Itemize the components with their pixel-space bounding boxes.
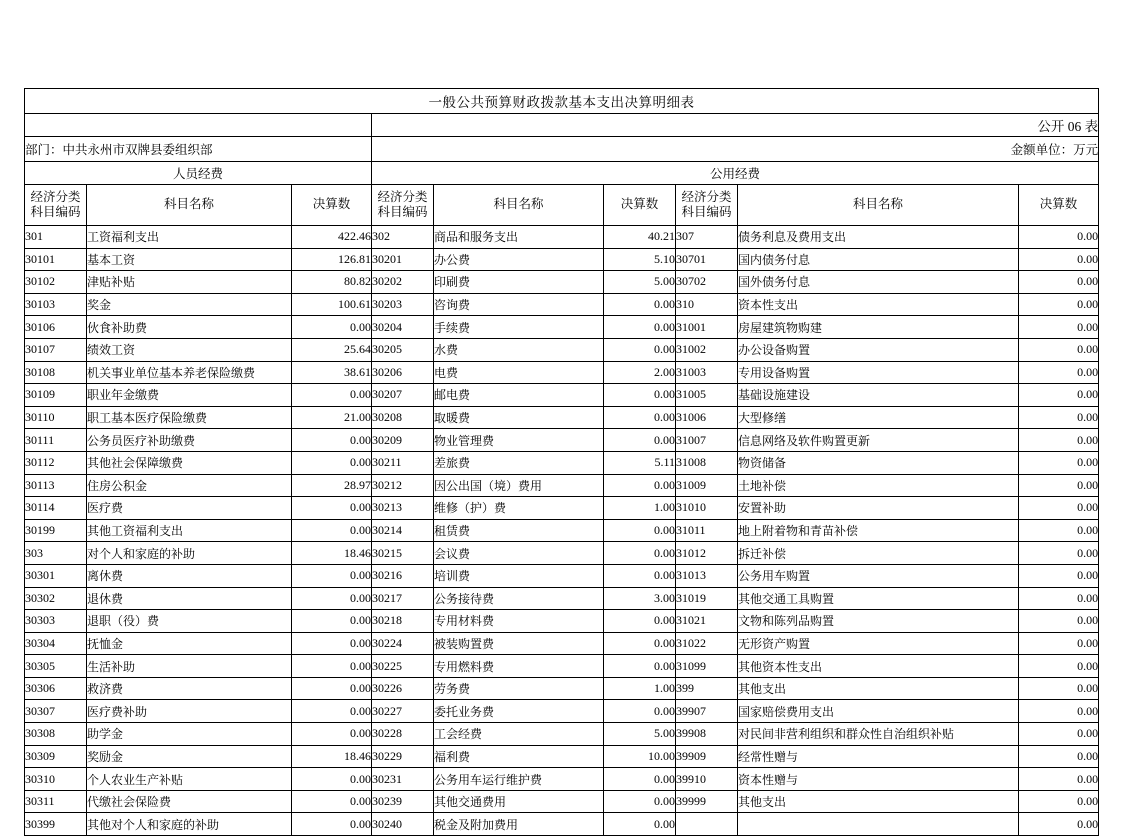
row-code-personnel: 30307 [25,700,87,723]
row-code-personnel: 301 [25,226,87,249]
table-row [25,813,1099,836]
row-amount-other: 0.00 [1019,768,1099,791]
row-amount-other: 0.00 [1019,271,1099,294]
group-header-row [25,162,1099,185]
row-code-personnel: 30309 [25,745,87,768]
row-name-other: 其他资本性支出 [738,655,1019,678]
row-name-other: 土地补偿 [738,474,1019,497]
row-code-personnel: 30301 [25,564,87,587]
row-name-public: 差旅费 [434,451,604,474]
row-name-personnel: 抚恤金 [87,632,292,655]
row-amount-personnel: 0.00 [292,316,372,339]
row-code-other: 31006 [676,406,738,429]
row-code-other: 31011 [676,519,738,542]
row-name-personnel: 基本工资 [87,248,292,271]
row-amount-personnel: 0.00 [292,497,372,520]
row-amount-public: 5.10 [604,248,676,271]
row-name-personnel: 生活补助 [87,655,292,678]
column-header-amount-3: 决算数 [1019,185,1099,226]
row-amount-personnel: 100.61 [292,293,372,316]
row-amount-public: 0.00 [604,610,676,633]
row-code-public: 30229 [372,745,434,768]
row-code-public: 30218 [372,610,434,633]
row-name-public: 公务用车运行维护费 [434,768,604,791]
row-name-public: 咨询费 [434,293,604,316]
column-header-code-2 [372,185,434,226]
row-amount-personnel: 0.00 [292,519,372,542]
row-name-other: 办公设备购置 [738,338,1019,361]
table-row [25,361,1099,384]
row-amount-public: 0.00 [604,813,676,836]
row-code-personnel: 30306 [25,677,87,700]
row-amount-personnel: 0.00 [292,813,372,836]
row-amount-other: 0.00 [1019,790,1099,813]
row-code-other: 30702 [676,271,738,294]
row-name-personnel: 工资福利支出 [87,226,292,249]
row-code-other: 31003 [676,361,738,384]
row-amount-public: 0.00 [604,293,676,316]
row-amount-other: 0.00 [1019,813,1099,836]
table-row [25,474,1099,497]
row-code-other: 310 [676,293,738,316]
row-amount-other: 0.00 [1019,451,1099,474]
department-label: 部门：中共永州市双牌县委组织部 [25,137,372,162]
row-code-other: 31013 [676,564,738,587]
row-name-personnel: 职业年金缴费 [87,384,292,407]
row-code-personnel: 30111 [25,429,87,452]
row-name-other: 拆迁补偿 [738,542,1019,565]
row-name-personnel: 机关事业单位基本养老保险缴费 [87,361,292,384]
row-code-public: 30225 [372,655,434,678]
row-code-other: 31007 [676,429,738,452]
row-amount-personnel: 0.00 [292,723,372,746]
row-name-public: 工会经费 [434,723,604,746]
document-title: 一般公共预算财政拨款基本支出决算明细表 [25,89,1099,114]
row-amount-public: 5.11 [604,451,676,474]
form-number-row [25,114,1099,137]
row-name-personnel: 助学金 [87,723,292,746]
table-row [25,271,1099,294]
table-row [25,700,1099,723]
row-amount-personnel: 18.46 [292,745,372,768]
row-code-personnel: 30303 [25,610,87,633]
row-amount-public: 5.00 [604,723,676,746]
row-amount-public: 0.00 [604,542,676,565]
row-amount-other: 0.00 [1019,677,1099,700]
row-amount-public: 0.00 [604,429,676,452]
table-row [25,497,1099,520]
table-row [25,632,1099,655]
row-code-personnel: 30302 [25,587,87,610]
row-code-other: 31009 [676,474,738,497]
row-amount-public: 5.00 [604,271,676,294]
row-amount-public: 0.00 [604,384,676,407]
row-code-personnel: 30110 [25,406,87,429]
row-name-other: 无形资产购置 [738,632,1019,655]
row-amount-personnel: 0.00 [292,677,372,700]
row-code-personnel: 30310 [25,768,87,791]
row-amount-other: 0.00 [1019,632,1099,655]
row-code-public: 30215 [372,542,434,565]
row-amount-public: 0.00 [604,632,676,655]
row-name-public: 手续费 [434,316,604,339]
row-name-public: 公务接待费 [434,587,604,610]
row-amount-other: 0.00 [1019,564,1099,587]
row-code-personnel: 30107 [25,338,87,361]
row-code-public: 30203 [372,293,434,316]
table-row [25,316,1099,339]
row-code-other: 39910 [676,768,738,791]
row-name-other: 公务用车购置 [738,564,1019,587]
group-header-personnel: 人员经费 [25,162,372,185]
row-amount-public: 40.21 [604,226,676,249]
row-amount-other: 0.00 [1019,587,1099,610]
table-row [25,677,1099,700]
row-name-other: 文物和陈列品购置 [738,610,1019,633]
row-name-other: 专用设备购置 [738,361,1019,384]
row-code-other: 39909 [676,745,738,768]
row-amount-public: 1.00 [604,497,676,520]
row-name-personnel: 医疗费补助 [87,700,292,723]
row-name-other: 国家赔偿费用支出 [738,700,1019,723]
row-name-other: 安置补助 [738,497,1019,520]
row-name-public: 物业管理费 [434,429,604,452]
row-code-other: 31022 [676,632,738,655]
row-name-public: 因公出国（境）费用 [434,474,604,497]
row-name-public: 电费 [434,361,604,384]
row-code-personnel: 30103 [25,293,87,316]
row-name-public: 其他交通费用 [434,790,604,813]
row-name-personnel: 住房公积金 [87,474,292,497]
row-name-personnel: 绩效工资 [87,338,292,361]
title-row [25,89,1099,114]
column-header-name-2: 科目名称 [434,185,604,226]
row-amount-public: 0.00 [604,655,676,678]
row-amount-personnel: 0.00 [292,451,372,474]
table-body [25,226,1099,836]
row-code-personnel: 30305 [25,655,87,678]
row-name-public: 劳务费 [434,677,604,700]
form-number: 公开 06 表 [372,114,1099,137]
row-code-personnel: 30113 [25,474,87,497]
title-row-spacer [25,114,372,137]
row-amount-other: 0.00 [1019,338,1099,361]
row-amount-other: 0.00 [1019,542,1099,565]
row-name-public: 专用材料费 [434,610,604,633]
row-name-public: 福利费 [434,745,604,768]
row-name-other: 基础设施建设 [738,384,1019,407]
row-amount-other: 0.00 [1019,316,1099,339]
table-row [25,564,1099,587]
row-name-personnel: 医疗费 [87,497,292,520]
row-amount-public: 0.00 [604,564,676,587]
column-header-code-3 [676,185,738,226]
row-amount-personnel: 0.00 [292,384,372,407]
row-amount-personnel: 25.64 [292,338,372,361]
row-name-other: 大型修缮 [738,406,1019,429]
row-amount-personnel: 126.81 [292,248,372,271]
row-code-public: 30209 [372,429,434,452]
row-name-public: 水费 [434,338,604,361]
row-name-personnel: 职工基本医疗保险缴费 [87,406,292,429]
row-code-public: 30226 [372,677,434,700]
row-amount-public: 10.00 [604,745,676,768]
code-header-line1: 经济分类 [681,190,732,204]
row-code-public: 30208 [372,406,434,429]
row-name-public: 邮电费 [434,384,604,407]
dept-row [25,137,1099,162]
row-name-other: 其他支出 [738,790,1019,813]
row-code-public: 30212 [372,474,434,497]
row-amount-other: 0.00 [1019,497,1099,520]
row-code-personnel: 30308 [25,723,87,746]
row-amount-other: 0.00 [1019,700,1099,723]
column-header-name-1: 科目名称 [87,185,292,226]
row-name-public: 委托业务费 [434,700,604,723]
row-amount-personnel: 80.82 [292,271,372,294]
row-code-other: 31001 [676,316,738,339]
row-amount-other: 0.00 [1019,226,1099,249]
row-amount-other: 0.00 [1019,361,1099,384]
table-row [25,723,1099,746]
row-code-personnel: 30108 [25,361,87,384]
row-name-other: 资本性支出 [738,293,1019,316]
row-name-other: 物资储备 [738,451,1019,474]
row-amount-personnel: 0.00 [292,587,372,610]
row-code-public: 30204 [372,316,434,339]
column-header-name-3: 科目名称 [738,185,1019,226]
row-code-other: 307 [676,226,738,249]
row-amount-personnel: 0.00 [292,429,372,452]
row-code-other: 31021 [676,610,738,633]
row-code-other: 31012 [676,542,738,565]
row-name-other: 房屋建筑物购建 [738,316,1019,339]
code-header-line2: 科目编码 [681,205,732,219]
row-code-public: 30227 [372,700,434,723]
row-code-personnel: 30304 [25,632,87,655]
table-row [25,338,1099,361]
table-row [25,745,1099,768]
row-code-personnel: 30101 [25,248,87,271]
row-code-personnel: 30311 [25,790,87,813]
row-name-public: 专用燃料费 [434,655,604,678]
code-header-line1: 经济分类 [377,190,428,204]
table-row [25,587,1099,610]
row-code-public: 30213 [372,497,434,520]
row-code-other: 31002 [676,338,738,361]
row-name-public: 被装购置费 [434,632,604,655]
row-code-other: 31099 [676,655,738,678]
row-amount-other: 0.00 [1019,519,1099,542]
row-code-personnel: 30106 [25,316,87,339]
column-header-code-1 [25,185,87,226]
row-code-personnel: 30399 [25,813,87,836]
row-code-public: 30207 [372,384,434,407]
row-code-personnel: 30114 [25,497,87,520]
row-amount-other: 0.00 [1019,745,1099,768]
row-name-public: 租赁费 [434,519,604,542]
row-code-other: 39907 [676,700,738,723]
row-amount-personnel: 0.00 [292,768,372,791]
table-row [25,451,1099,474]
row-amount-public: 2.00 [604,361,676,384]
row-code-personnel: 30199 [25,519,87,542]
row-code-public: 30202 [372,271,434,294]
row-name-personnel: 其他对个人和家庭的补助 [87,813,292,836]
row-code-public: 30231 [372,768,434,791]
table-row [25,429,1099,452]
row-name-public: 维修（护）费 [434,497,604,520]
budget-expenditure-table [24,88,1099,836]
table-row [25,293,1099,316]
row-amount-other: 0.00 [1019,723,1099,746]
row-amount-public: 0.00 [604,790,676,813]
row-code-other: 39908 [676,723,738,746]
table-row [25,384,1099,407]
row-amount-other: 0.00 [1019,293,1099,316]
row-name-public: 取暖费 [434,406,604,429]
row-name-public: 办公费 [434,248,604,271]
row-amount-other: 0.00 [1019,406,1099,429]
table-row [25,768,1099,791]
table-row [25,519,1099,542]
row-code-public: 302 [372,226,434,249]
row-amount-public: 0.00 [604,519,676,542]
row-name-public: 培训费 [434,564,604,587]
row-code-public: 30214 [372,519,434,542]
row-code-public: 30217 [372,587,434,610]
row-code-personnel: 30102 [25,271,87,294]
row-amount-other: 0.00 [1019,429,1099,452]
row-name-other: 债务利息及费用支出 [738,226,1019,249]
row-code-public: 30216 [372,564,434,587]
table-row [25,406,1099,429]
table-row [25,248,1099,271]
row-name-personnel: 退休费 [87,587,292,610]
row-amount-personnel: 18.46 [292,542,372,565]
row-code-public: 30224 [372,632,434,655]
row-name-personnel: 奖励金 [87,745,292,768]
row-name-personnel: 离休费 [87,564,292,587]
row-name-personnel: 伙食补助费 [87,316,292,339]
row-name-other: 国内债务付息 [738,248,1019,271]
row-amount-public: 0.00 [604,474,676,497]
code-header-line2: 科目编码 [30,205,81,219]
row-amount-personnel: 0.00 [292,564,372,587]
row-code-other: 399 [676,677,738,700]
row-name-other: 经常性赠与 [738,745,1019,768]
column-header-row [25,185,1099,226]
row-code-personnel: 303 [25,542,87,565]
row-name-other: 其他支出 [738,677,1019,700]
row-name-personnel: 津贴补贴 [87,271,292,294]
row-name-public: 税金及附加费用 [434,813,604,836]
code-header-line2: 科目编码 [377,205,428,219]
row-amount-personnel: 28.97 [292,474,372,497]
row-amount-public: 3.00 [604,587,676,610]
row-amount-personnel: 422.46 [292,226,372,249]
table-row [25,610,1099,633]
row-amount-personnel: 0.00 [292,655,372,678]
row-name-public: 会议费 [434,542,604,565]
row-name-personnel: 退职（役）费 [87,610,292,633]
row-name-other: 地上附着物和青苗补偿 [738,519,1019,542]
row-code-other: 31019 [676,587,738,610]
row-code-public: 30206 [372,361,434,384]
row-code-other [676,813,738,836]
row-amount-other: 0.00 [1019,384,1099,407]
row-name-other: 国外债务付息 [738,271,1019,294]
row-name-personnel: 其他工资福利支出 [87,519,292,542]
table-row [25,542,1099,565]
code-header-line1: 经济分类 [30,190,81,204]
row-code-public: 30211 [372,451,434,474]
row-amount-personnel: 0.00 [292,632,372,655]
row-amount-other: 0.00 [1019,610,1099,633]
row-code-public: 30205 [372,338,434,361]
row-name-personnel: 救济费 [87,677,292,700]
row-amount-public: 0.00 [604,406,676,429]
row-name-personnel: 个人农业生产补贴 [87,768,292,791]
column-header-amount-2: 决算数 [604,185,676,226]
row-name-other: 信息网络及软件购置更新 [738,429,1019,452]
row-code-public: 30239 [372,790,434,813]
row-name-other [738,813,1019,836]
row-code-personnel: 30112 [25,451,87,474]
group-header-public: 公用经费 [372,162,1099,185]
row-amount-public: 0.00 [604,768,676,791]
row-name-personnel: 其他社会保障缴费 [87,451,292,474]
row-amount-public: 1.00 [604,677,676,700]
row-amount-other: 0.00 [1019,474,1099,497]
table-row [25,655,1099,678]
row-code-other: 31005 [676,384,738,407]
row-amount-personnel: 0.00 [292,610,372,633]
row-amount-other: 0.00 [1019,655,1099,678]
row-name-personnel: 奖金 [87,293,292,316]
row-name-personnel: 公务员医疗补助缴费 [87,429,292,452]
row-name-public: 商品和服务支出 [434,226,604,249]
row-amount-public: 0.00 [604,700,676,723]
row-code-public: 30240 [372,813,434,836]
row-code-other: 31010 [676,497,738,520]
row-name-other: 对民间非营利组织和群众性自治组织补贴 [738,723,1019,746]
column-header-amount-1: 决算数 [292,185,372,226]
row-name-other: 资本性赠与 [738,768,1019,791]
amount-unit-label: 金额单位：万元 [372,137,1099,162]
row-amount-public: 0.00 [604,338,676,361]
row-name-personnel: 代缴社会保险费 [87,790,292,813]
row-amount-personnel: 38.61 [292,361,372,384]
row-name-other: 其他交通工具购置 [738,587,1019,610]
row-amount-personnel: 0.00 [292,700,372,723]
row-code-other: 31008 [676,451,738,474]
row-code-public: 30201 [372,248,434,271]
row-code-other: 39999 [676,790,738,813]
row-amount-public: 0.00 [604,316,676,339]
row-code-public: 30228 [372,723,434,746]
row-name-personnel: 对个人和家庭的补助 [87,542,292,565]
row-amount-other: 0.00 [1019,248,1099,271]
row-amount-personnel: 0.00 [292,790,372,813]
row-name-public: 印刷费 [434,271,604,294]
row-code-personnel: 30109 [25,384,87,407]
table-row [25,790,1099,813]
table-row [25,226,1099,249]
row-amount-personnel: 21.00 [292,406,372,429]
row-code-other: 30701 [676,248,738,271]
